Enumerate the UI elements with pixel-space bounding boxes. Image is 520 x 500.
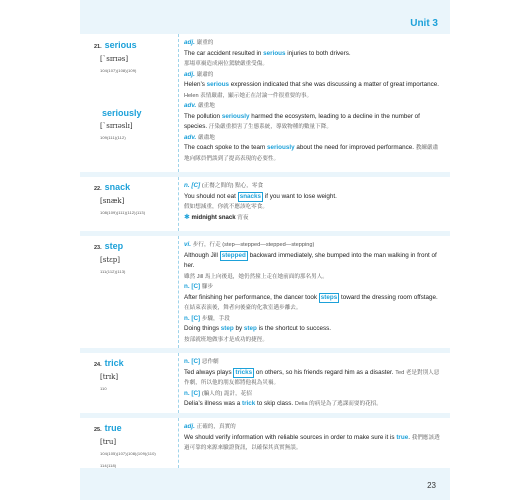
example: We should verify information with reliable sources in order to make sure it is true. 我們應該透過可靠的來源來驗證資訊，以確保其真實無誤。	[184, 433, 440, 451]
example: Ted always plays tricks on others, so his friends regard him as a disaster. Ted 老是對別人惡作劇，所以他的朋友都將他視為災禍。	[184, 368, 440, 386]
entry-number: 23.	[94, 245, 102, 251]
divider	[178, 34, 179, 172]
part-of-speech: adj.	[184, 70, 195, 78]
gloss: 正確的，真實的	[196, 424, 236, 430]
headword-block	[94, 241, 125, 277]
headword: snack	[104, 182, 131, 192]
exam-years: 114(118)	[100, 463, 117, 468]
page-background	[80, 0, 450, 500]
definitions	[184, 422, 442, 454]
example: Doing things step by step is the shortcut to success.	[184, 325, 332, 332]
example-translation: 那場車禍造成兩位駕駛嚴重受傷。	[184, 61, 268, 67]
gloss: (騙人的) 詭計，花招	[201, 390, 252, 397]
exam-years: 108(109)(111)(112)(113)	[100, 210, 146, 215]
gloss: 腳步	[201, 284, 214, 290]
example: The pollution seriously harmed the ecosystem, leading to a decline in the number of species. 汙染嚴重損害了生態系統，導致物種的數量下降。	[184, 112, 420, 130]
headword-block	[94, 423, 156, 471]
part-of-speech: n. [C]	[184, 182, 201, 189]
phrase: ✱ midnight snack 宵夜	[184, 213, 249, 221]
divider	[178, 177, 179, 231]
part-of-speech: n. [C]	[184, 314, 201, 322]
gloss: (正餐之間的) 點心，零食	[201, 183, 264, 189]
definitions	[184, 181, 442, 223]
entry-number: 22.	[94, 186, 102, 192]
page-number: 23	[427, 481, 436, 490]
definitions	[184, 357, 442, 410]
part-of-speech: adv.	[184, 102, 197, 109]
divider	[178, 236, 179, 348]
divider	[178, 418, 179, 468]
headword: true	[104, 423, 122, 433]
entry-number: 25.	[94, 427, 102, 433]
entry-serious	[80, 34, 450, 172]
exam-years: 109(111)(112)	[100, 135, 126, 140]
headword-block	[94, 182, 145, 218]
exam-years: 110	[100, 386, 107, 391]
gloss: 步行，行走 (step—stepped—stepped—stepping)	[192, 242, 315, 248]
pronunciation: [ˋsɪrɪəs]	[100, 55, 129, 63]
example: You should not eat snacks if you want to lose weight.	[184, 192, 337, 200]
entry-step	[80, 236, 450, 348]
example: Helen’s serious expression indicated that she was discussing a matter of great importance. Helen 表情嚴肅，顯示她正在討論一件很重要的事。	[184, 81, 440, 99]
headword: seriously	[102, 108, 142, 118]
example: The car accident resulted in serious injuries to both drivers.	[184, 49, 351, 57]
headword: serious	[104, 40, 137, 50]
divider	[178, 353, 179, 413]
headword: step	[104, 241, 124, 251]
gloss: 嚴重地	[198, 103, 215, 109]
pronunciation: [stɛp]	[100, 256, 120, 264]
exam-years: 104(107)(108)(109)	[100, 68, 137, 73]
pronunciation: [tru]	[100, 438, 117, 446]
star-icon: ✱	[184, 213, 190, 221]
pronunciation: [trɪk]	[100, 373, 119, 381]
part-of-speech: adj.	[184, 39, 195, 46]
headword-block	[94, 108, 142, 143]
headword-block	[94, 40, 137, 76]
headword-block	[94, 358, 124, 394]
exam-years: 111(112)(113)	[100, 269, 126, 274]
unit-label: Unit 3	[410, 18, 438, 29]
part-of-speech: vi.	[184, 241, 192, 248]
pronunciation: [ˋsɪrɪəslɪ]	[100, 122, 133, 130]
part-of-speech: adv.	[184, 133, 197, 141]
definitions	[184, 240, 442, 345]
example: Delia’s illness was a trick to skip class. Delia 的病是為了逃課而耍的花招。	[184, 400, 382, 407]
example: The coach spoke to the team seriously about the need for improved performance. 教練嚴肅地向隊員們談到了提高表現的必要性。	[184, 144, 439, 162]
entry-true	[80, 418, 450, 468]
example-translation: 假如想減重，你就不應該吃零食。	[184, 204, 268, 210]
part-of-speech: n. [C]	[184, 358, 201, 365]
part-of-speech: n. [C]	[184, 389, 201, 397]
gloss: 嚴肅的	[196, 71, 214, 78]
gloss: 嚴重的	[196, 40, 214, 46]
definitions	[184, 38, 442, 164]
entry-number: 21.	[94, 44, 102, 50]
entry-trick	[80, 353, 450, 413]
exam-years: 104(105)(107)(108)(109)(110)	[100, 451, 156, 456]
part-of-speech: adj.	[184, 423, 195, 430]
part-of-speech: n. [C]	[184, 283, 201, 290]
entry-snack	[80, 177, 450, 231]
headword: trick	[104, 358, 124, 368]
example: Although Jill stepped backward immediately, she bumped into the man walking in front of her.	[184, 251, 437, 269]
gloss: 惡作劇	[201, 359, 219, 365]
gloss: 步驟，手段	[201, 315, 230, 322]
gloss: 嚴肅地	[198, 134, 215, 141]
entry-number: 24.	[94, 362, 102, 368]
pronunciation: [snæk]	[100, 197, 125, 205]
example-translation: 按部就班地做事才是成功的捷徑。	[184, 336, 268, 343]
example-translation: 雖然 Jill 馬上向後退，她仍然撞上走在她前面的那名男人。	[184, 273, 328, 280]
example: After finishing her performance, the dancer took steps toward the dressing room offstage. 在結束表演後，舞者向後臺的化妝室邁步離去。	[184, 293, 438, 311]
